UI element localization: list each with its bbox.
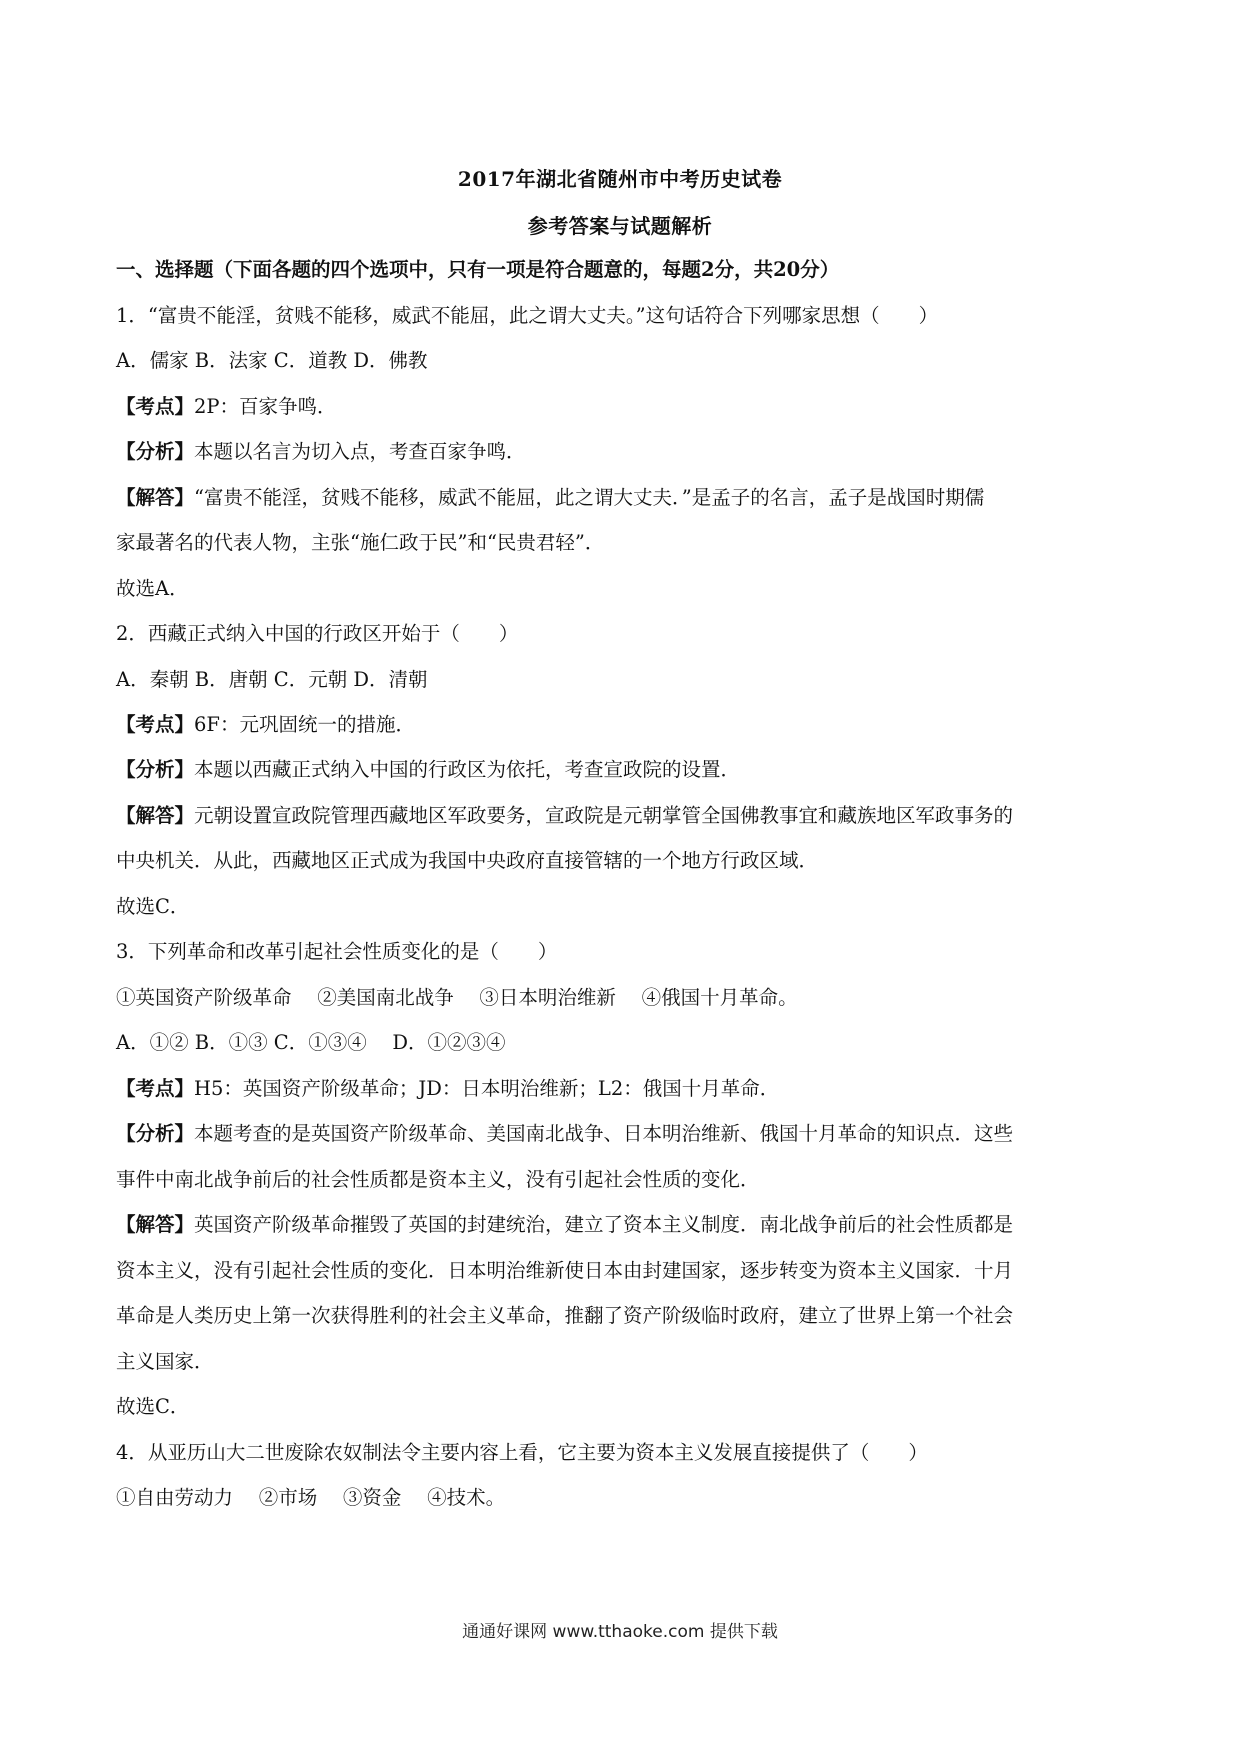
question-1-stem: 1．“富贵不能淫，贫贱不能移，威武不能屈，此之谓大丈夫。”这句话符合下列哪家思想（ ）	[116, 304, 939, 327]
question-2-knowledge-point	[116, 711, 415, 739]
question-3-answer-line-1	[116, 1211, 1013, 1239]
question-3-options: A．①② B．①③ C．①③④ D．①②③④	[116, 1031, 506, 1054]
document-title: 2017年湖北省随州市中考历史试卷	[457, 167, 783, 191]
section-tag: 【分析】	[116, 758, 195, 781]
tag-content: H5：英国资产阶级革命；JD：日本明治维新；L2：俄国十月革命．	[194, 1077, 780, 1100]
section-tag: 【解答】	[116, 486, 195, 509]
question-4-stem: 4．从亚历山大二世废除农奴制法令主要内容上看，它主要为资本主义发展直接提供了（ ）	[116, 1441, 928, 1464]
question-3-knowledge-point	[116, 1075, 779, 1103]
question-2-options: A．秦朝 B．唐朝 C．元朝 D．清朝	[116, 668, 428, 691]
section-tag: 【考点】	[116, 1077, 195, 1100]
tag-content: 本题考查的是英国资产阶级革命、美国南北战争、日本明治维新、俄国十月革命的知识点．这些	[194, 1122, 1014, 1145]
question-2-answer-line-2: 中央机关．从此，西藏地区正式成为我国中央政府直接管辖的一个地方行政区域．	[116, 849, 819, 872]
section-tag: 【分析】	[116, 1122, 195, 1145]
question-2-stem: 2．西藏正式纳入中国的行政区开始于（ ）	[116, 622, 519, 645]
question-3-choice: 故选C．	[116, 1395, 190, 1418]
question-3-stem: 3．下列革命和改革引起社会性质变化的是（ ）	[116, 940, 558, 963]
question-1-choice: 故选A．	[116, 577, 189, 600]
question-1-answer-line-1	[116, 484, 984, 512]
question-1-answer-line-2: 家最著名的代表人物，主张“施仁政于民”和“民贵君轻”．	[116, 531, 605, 554]
question-1-options: A．儒家 B．法家 C．道教 D．佛教	[116, 349, 428, 372]
question-3-answer-line-2: 资本主义，没有引起社会性质的变化．日本明治维新使日本由封建国家，逐步转变为资本主义国家．十月	[116, 1259, 1014, 1282]
document-subtitle: 参考答案与试题解析	[527, 214, 713, 238]
section-heading: 一、选择题（下面各题的四个选项中，只有一项是符合题意的，每题2分，共20分）	[116, 258, 840, 281]
question-2-analysis	[116, 756, 740, 784]
tag-content: 本题以名言为切入点，考查百家争鸣．	[194, 440, 526, 463]
section-tag: 【解答】	[116, 804, 195, 827]
question-3-analysis-line-1	[116, 1120, 1013, 1148]
section-tag: 【分析】	[116, 440, 195, 463]
question-3-answer-line-3: 革命是人类历史上第一次获得胜利的社会主义革命，推翻了资产阶级临时政府，建立了世界上第一个社会	[116, 1304, 1014, 1327]
section-tag: 【考点】	[116, 713, 195, 736]
question-3-analysis-line-2: 事件中南北战争前后的社会性质都是资本主义，没有引起社会性质的变化．	[116, 1168, 760, 1191]
tag-content: 6F：元巩固统一的措施．	[194, 713, 415, 736]
question-1-analysis	[116, 438, 526, 466]
section-tag: 【解答】	[116, 1213, 195, 1236]
tag-content: 元朝设置宣政院管理西藏地区军政要务，宣政院是元朝掌管全国佛教事宜和藏族地区军政事务的	[194, 804, 1014, 827]
question-3-answer-line-4: 主义国家．	[116, 1350, 214, 1373]
question-2-answer-line-1	[116, 802, 1013, 830]
question-1-knowledge-point	[116, 393, 337, 421]
page-footer: 通通好课网 www.tthaoke.com 提供下载	[462, 1622, 778, 1642]
tag-content: 2P：百家争鸣．	[194, 395, 337, 418]
question-2-choice: 故选C．	[116, 895, 190, 918]
tag-content: 英国资产阶级革命摧毁了英国的封建统治，建立了资本主义制度．南北战争前后的社会性质都是	[194, 1213, 1014, 1236]
question-3-items: ①英国资产阶级革命 ②美国南北战争 ③日本明治维新 ④俄国十月革命。	[116, 986, 798, 1009]
tag-content: “富贵不能淫，贫贱不能移，威武不能屈，此之谓大丈夫．”是孟子的名言，孟子是战国时期儒	[194, 486, 985, 509]
question-4-items: ①自由劳动力 ②市场 ③资金 ④技术。	[116, 1486, 506, 1509]
section-tag: 【考点】	[116, 395, 195, 418]
tag-content: 本题以西藏正式纳入中国的行政区为依托，考查宣政院的设置．	[194, 758, 741, 781]
